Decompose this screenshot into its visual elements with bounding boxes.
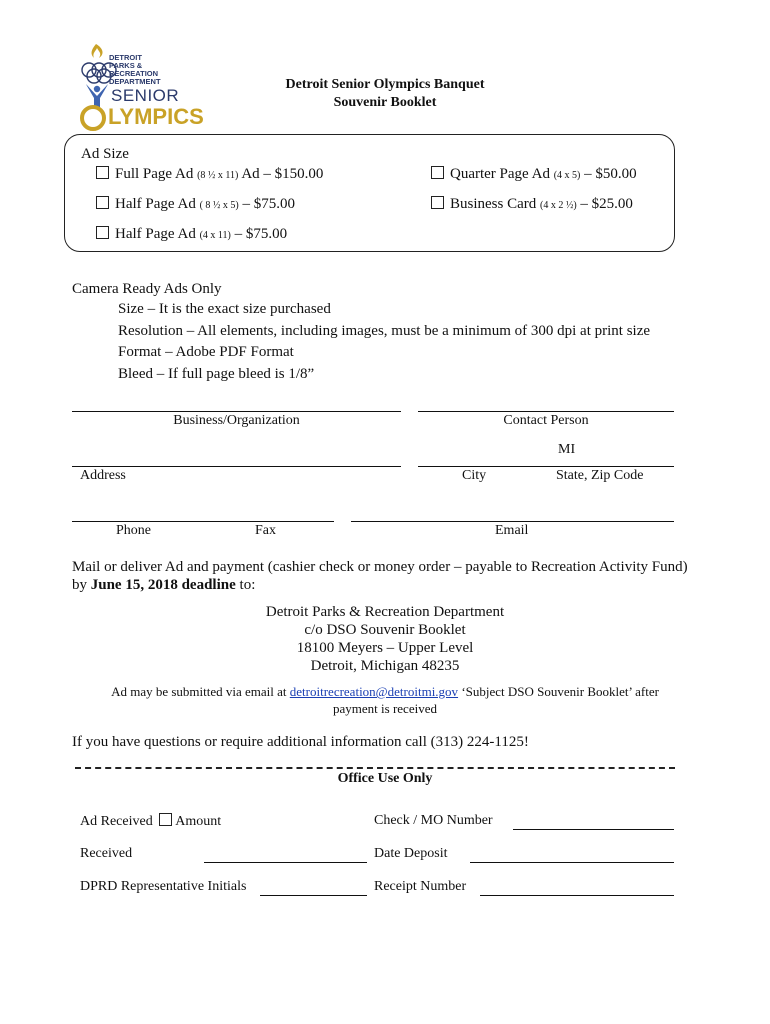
logo-line-3: RECREATION [109, 69, 159, 78]
check-mo-input-line[interactable] [513, 829, 674, 830]
phone-label: Phone [116, 523, 151, 538]
option-quarter-page[interactable]: Quarter Page Ad (4 x 5) – $50.00 [431, 166, 637, 183]
option-full-page[interactable]: Full Page Ad (8 ½ x 11) Ad – $150.00 [96, 166, 323, 183]
received-input-line[interactable] [204, 862, 367, 863]
logo-line-1: DETROIT [109, 53, 142, 62]
address-input-line[interactable] [72, 466, 401, 467]
page-subtitle: Souvenir Booklet [333, 95, 437, 110]
camera-ready-list [118, 299, 650, 385]
mi-label: MI [558, 442, 576, 457]
mail-instructions: Mail or deliver Ad and payment (cashier check or money order – payable to Recreation Activity Fund) by June 15, 2018 deadline to: [72, 559, 688, 593]
received-label: Received [80, 846, 133, 861]
list-item: Bleed – If full page bleed is 1/8” [118, 365, 315, 382]
checkbox[interactable] [159, 813, 172, 826]
business-input-line[interactable] [72, 411, 401, 412]
checkbox[interactable] [96, 166, 109, 179]
receipt-number-input-line[interactable] [480, 895, 674, 896]
list-item: Resolution – All elements, including images, must be a minimum of 300 dpi at print size [118, 322, 651, 339]
email-note: Ad may be submitted via email at detroitrecreation@detroitmi.gov ‘Subject DSO Souvenir Booklet’ after payment is received [111, 684, 659, 716]
logo-line-2: PARKS & [109, 61, 143, 70]
option-half-page-horizontal[interactable]: Half Page Ad ( 8 ½ x 5) – $75.00 [96, 196, 295, 213]
email-input-line[interactable] [351, 521, 674, 522]
deadline: June 15, 2018 deadline [90, 577, 236, 593]
logo-olympics: LYMPICS [108, 104, 204, 129]
divider [75, 767, 675, 769]
camera-ready-heading: Camera Ready Ads Only [72, 281, 222, 297]
logo-line-4: DEPARTMENT [109, 77, 161, 86]
page-title: Detroit Senior Olympics Banquet [285, 77, 485, 92]
dprd-initials-label: DPRD Representative Initials [80, 879, 247, 894]
fax-label: Fax [255, 523, 276, 538]
logo [76, 40, 206, 132]
contact-label: Contact Person [503, 413, 589, 428]
check-mo-label: Check / MO Number [374, 813, 493, 828]
date-deposit-label: Date Deposit [374, 846, 448, 861]
list-item: Size – It is the exact size purchased [118, 301, 331, 317]
list-item: Format – Adobe PDF Format [118, 344, 294, 360]
checkbox[interactable] [431, 196, 444, 209]
mailing-address: Detroit Parks & Recreation Department c/o DSO Souvenir Booklet 18100 Meyers – Upper Level Detroit, Michigan 48235 [265, 604, 505, 674]
ad-received-field: Ad Received Amount [80, 814, 222, 829]
city-state-input-line[interactable] [418, 466, 674, 467]
address-label: Address [80, 468, 126, 483]
questions-text: If you have questions or require additional information call (313) 224-1125! [72, 734, 529, 750]
business-label: Business/Organization [173, 413, 300, 428]
dprd-initials-input-line[interactable] [260, 895, 367, 896]
ad-size-heading: Ad Size [81, 146, 129, 162]
email-label: Email [495, 523, 529, 538]
phone-fax-input-line[interactable] [72, 521, 334, 522]
email-link[interactable]: detroitrecreation@detroitmi.gov [289, 684, 459, 699]
checkbox[interactable] [96, 226, 109, 239]
checkbox[interactable] [431, 166, 444, 179]
office-use-title: Office Use Only [337, 771, 433, 786]
option-business-card[interactable]: Business Card (4 x 2 ½) – $25.00 [431, 196, 633, 213]
city-label: City [462, 468, 487, 483]
checkbox[interactable] [96, 196, 109, 209]
option-half-page-vertical[interactable]: Half Page Ad (4 x 11) – $75.00 [96, 226, 287, 243]
state-zip-label: State, Zip Code [556, 468, 644, 483]
logo-senior: SENIOR [111, 86, 180, 105]
contact-input-line[interactable] [418, 411, 674, 412]
receipt-number-label: Receipt Number [374, 879, 467, 894]
date-deposit-input-line[interactable] [470, 862, 674, 863]
